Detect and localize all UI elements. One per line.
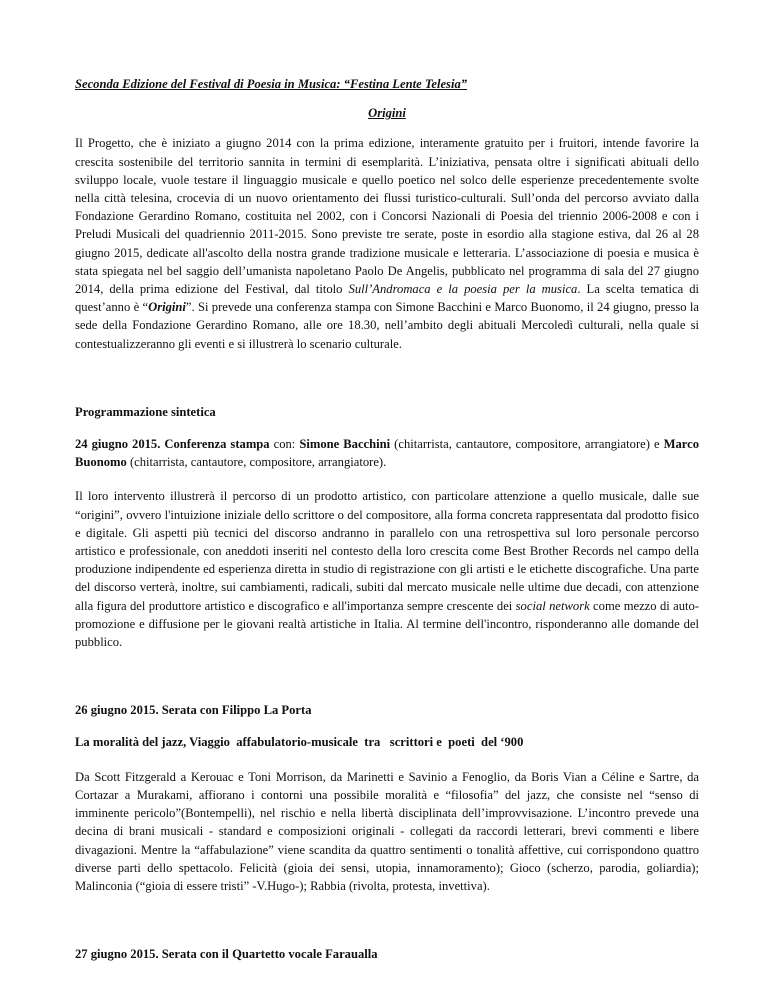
intro-text-2: . La scelta tematica di quest’anno è “ <box>75 282 700 315</box>
intro-text-3: ”. Si prevede una conferenza stampa con Simone Bacchini e Marco Buonomo, il 24 giugno, presso la sede della Fondazione Gerardino Romano, alle ore 18.30, nell’ambito degli abituali Mercoledì culturali, nella quale si contestualizzeranno gli eventi e si illustrerà lo scenario culturale. <box>75 300 699 351</box>
intro-text-1: Il Progetto, che è iniziato a giugno 2014 con la prima edizione, interamente gratuito per i fruitori, intende favorire la crescita sostenibile del territorio sannita in termini di esemplarità. L’iniziativa, pensata oltre i significati abituali dello sviluppo locale, vuole testare il linguaggio musicale e quello poetico nel solco delle esperienze precedentemente svolte nella città telesina, crocevia di un nuovo orientamento dei flussi turistico-culturali. Sull’onda del percorso avviato dalla Fondazione Gerardino Romano, costituita nel 2002, con i Concorsi Nazionali di Poesia del triennio 2006-2008 e con i Preludi Musicali del quadriennio 2011-2015. Sono previste tre serate, poste in esordio alla stagione estiva, dal 26 al 28 giugno 2015, dedicate all'ascolto della nostra grande tradizione musicale e letteraria. L’associazione di poesia e musica è stata spiegata nel bel saggio dell’umanista napoletano Paolo De Angelis, pubblicato nel programma di sala del 27 giugno 2014, della prima edizione del Festival, dal titolo <box>75 136 699 297</box>
section-heading-faraualla: 27 giugno 2015. Serata con il Quartetto vocale Faraualla <box>75 947 378 962</box>
document-subtitle: Origini <box>368 106 406 121</box>
description-social-network: social network <box>515 598 590 613</box>
person-marco-role: (chitarrista, cantautore, compositore, arrangiatore). <box>126 455 387 470</box>
press-conference-description <box>75 487 699 651</box>
person-simone-bacchini: Simone Bacchini <box>299 437 391 452</box>
intro-paragraph <box>75 134 699 352</box>
document-page <box>75 75 699 963</box>
section-subheading-jazz: La moralità del jazz, Viaggio affabulatorio-musicale tra scrittori e poeti del ‘900 <box>75 735 524 750</box>
section-heading-la-porta: 26 giugno 2015. Serata con Filippo La Porta <box>75 703 312 718</box>
press-conference-date: 24 giugno 2015. Conferenza stampa <box>75 437 270 452</box>
intro-theme: Origini <box>148 300 186 315</box>
description-text-2: come mezzo di auto-promozione e diffusione per le giovani realtà artistiche in Italia. Al termine dell'incontro, risponderanno alle domande del pubblico. <box>75 598 699 650</box>
intro-book-title: Sull’Andromaca e la poesia per la musica <box>348 282 578 297</box>
press-conference-con: con: <box>269 437 300 452</box>
description-text-1: Il loro intervento illustrerà il percorso di un prodotto artistico, con particolare attenzione a quello musicale, dalle sue “origini”, ovvero l'intuizione iniziale dello scrittore o del compositore, alla forma concreta rappresentata dal prodotto fisico e digitale. Gli aspetti più tecnici del discorso andranno in parallelo con una retrospettiva sul loro personale percorso artistico e professionale, con aneddoti inseriti nel contesto della loro crescita come Best Brother Records nel campo della produzione indipendente ed esperienza diretta in studio di registrazione con gli artisti e le etichette discografiche. Una parte del discorso verterà, inoltre, sui cambiamenti, radicali, subiti dal mercato musicale nelle ultime due decadi, con attenzione alla figura del produttore artistico e discografico e all'importanza sempre crescente dei <box>75 489 699 613</box>
press-conference-paragraph <box>75 435 699 471</box>
jazz-description: Da Scott Fitzgerald a Kerouac e Toni Morrison, da Marinetti e Savinio a Fenoglio, da Boris Vian a Céline e Sartre, da Cortazar a Murakami, affiorano i contorni una possibile moralità e “filosofia” del jazz, che consiste nel “senso di imminente pericolo”(Bontempelli), nel rischio e nella libertà disciplinata dell’improvvisazione. L’incontro prevede una decina di brani musicali - standard e composizioni originali - collegati da raccordi letterari, brevi commenti e libere divagazioni. Mentre la “affabulazione” viene scandita da quattro sentimenti o tonalità affettive, cui corrispondono quattro diverse parti dello spettacolo. Felicità (gioia dei sensi, utopia, innamoramento); Gioco (scherzo, parodia, goliardia); Malinconia (“gioia di essere tristi” -V.Hugo-); Rabbia (rivolta, protesta, invettiva). <box>75 769 699 893</box>
person-simone-role: (chitarrista, cantautore, compositore, arrangiatore) e <box>390 437 664 452</box>
person-marco-buonomo: Marco Buonomo <box>75 437 699 470</box>
section-heading-programmazione: Programmazione sintetica <box>75 404 216 419</box>
document-title: Seconda Edizione del Festival di Poesia in Musica: “Festina Lente Telesia” <box>75 77 468 91</box>
